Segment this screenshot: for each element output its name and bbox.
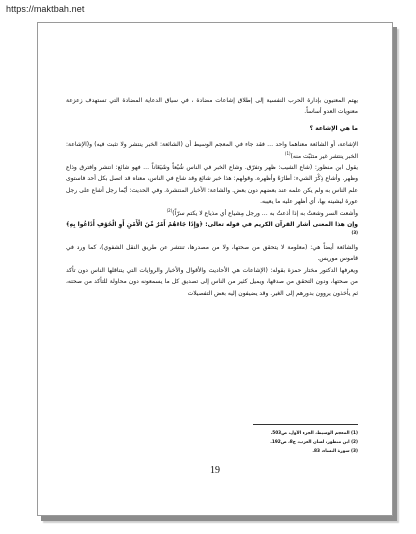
paragraph-ibn-manzur: يقول ابن منظور: (شاع الشيب: ظهر وتفرّق. وشاع الخبر في الناس شُيُعاً وشَيَعَاناً … فهو شائع: انتشر وافترق وذاع وظهر. وأشاع ذِكْرَ الشيء: أطارَهُ وأظهره. وقولهم: هذا خبر شائع وقد شاع في الناس، معناه قد اتصل بكل أحد فاستوى علم الناس به ولم يكن علمه عند بعضهم دون بعض. والشاعة: الأخبار المنتشرة. وفي الحديث: أيّما رجل أشاع على رجل عورة ليشينه بها، أي أظهر عليه ما يعيبه. <box>66 164 358 206</box>
paragraph-morris: والشائعة أيضاً هي: (معلومة لا يتحقق من صحتها، ولا من مصدرها، تنتشر عن طريق النقل الشفوي)، كما ورد في قاموس موريس. <box>66 243 358 263</box>
footnote-divider <box>253 424 358 425</box>
footnote-1: (1) المعجم الوسيط، الجزء الأول، ص503. <box>270 431 358 436</box>
paragraph-quran-quote: وإن هذا المعنى أشار القرآن الكريم في قوله تعالى: ﴿وَإِذَا جَاءَهُمْ أَمْرٌ مِّنَ الْأَمْنِ أَوِ الْخَوْفِ أَذَاعُوا بِهِ﴾$^{(3)}$ <box>66 221 358 236</box>
footnotes <box>66 429 358 456</box>
footnote-ref-2: (2) <box>166 207 173 213</box>
footnote-3: (3) سورة النساء، 83. <box>312 449 358 454</box>
page-body <box>66 95 358 299</box>
paragraph-intro: يهتم المعنيون بإدارة الحرب النفسية إلى إطلاق إشاعات مضادة ، في سياق الدعاية المضادة التي تستهدف زعزعة معنويات العدو أساساً. <box>66 97 358 116</box>
paragraph-definition: الإشاعة، أو الشائعة معناهما واحد … فقد جاء في المعجم الوسيط أن (الشائعة: الخبر ينتشر ولا تثبت فيه) و(الإشاعة: الخبر ينتشر غير متثبّت منه)$^{(1)}$ <box>66 141 358 160</box>
page-number: 19 <box>210 465 220 476</box>
footnote-ref-1: (1) <box>284 150 291 156</box>
document-page <box>37 22 393 516</box>
footnote-2: (2) ابن منظور، لسان العرب، ج8، ص192. <box>270 440 358 445</box>
paragraph-secret: وأشعت السر وشعتُ به إذا أذعتُ به … ورجل مِشياع أي مذياع لا يكتم سرّاً)$^{(2)}$ <box>166 207 358 217</box>
paragraph-hamza: ويعرفها الدكتور مختار حمزة بقوله: (الإشاعات هي الأحاديث والأقوال والأخبار والروايات التي يتناقلها الناس دون تأكد من صحتها، ودون التحقق من صدقها، ويميل كثير من الناس إلى تصديق كل ما يسمعونه دون محاولة للتأكد من صحته، ثم يأخذون يروون بدورهم إلى الغير. وقد يضيفون إليه بعض التفصيلات <box>66 266 358 297</box>
footnote-ref-3: (3) <box>351 230 358 236</box>
section-heading: ما هي الإشاعة ؟ <box>309 124 358 132</box>
site-watermark: https://maktbah.net <box>6 4 85 14</box>
